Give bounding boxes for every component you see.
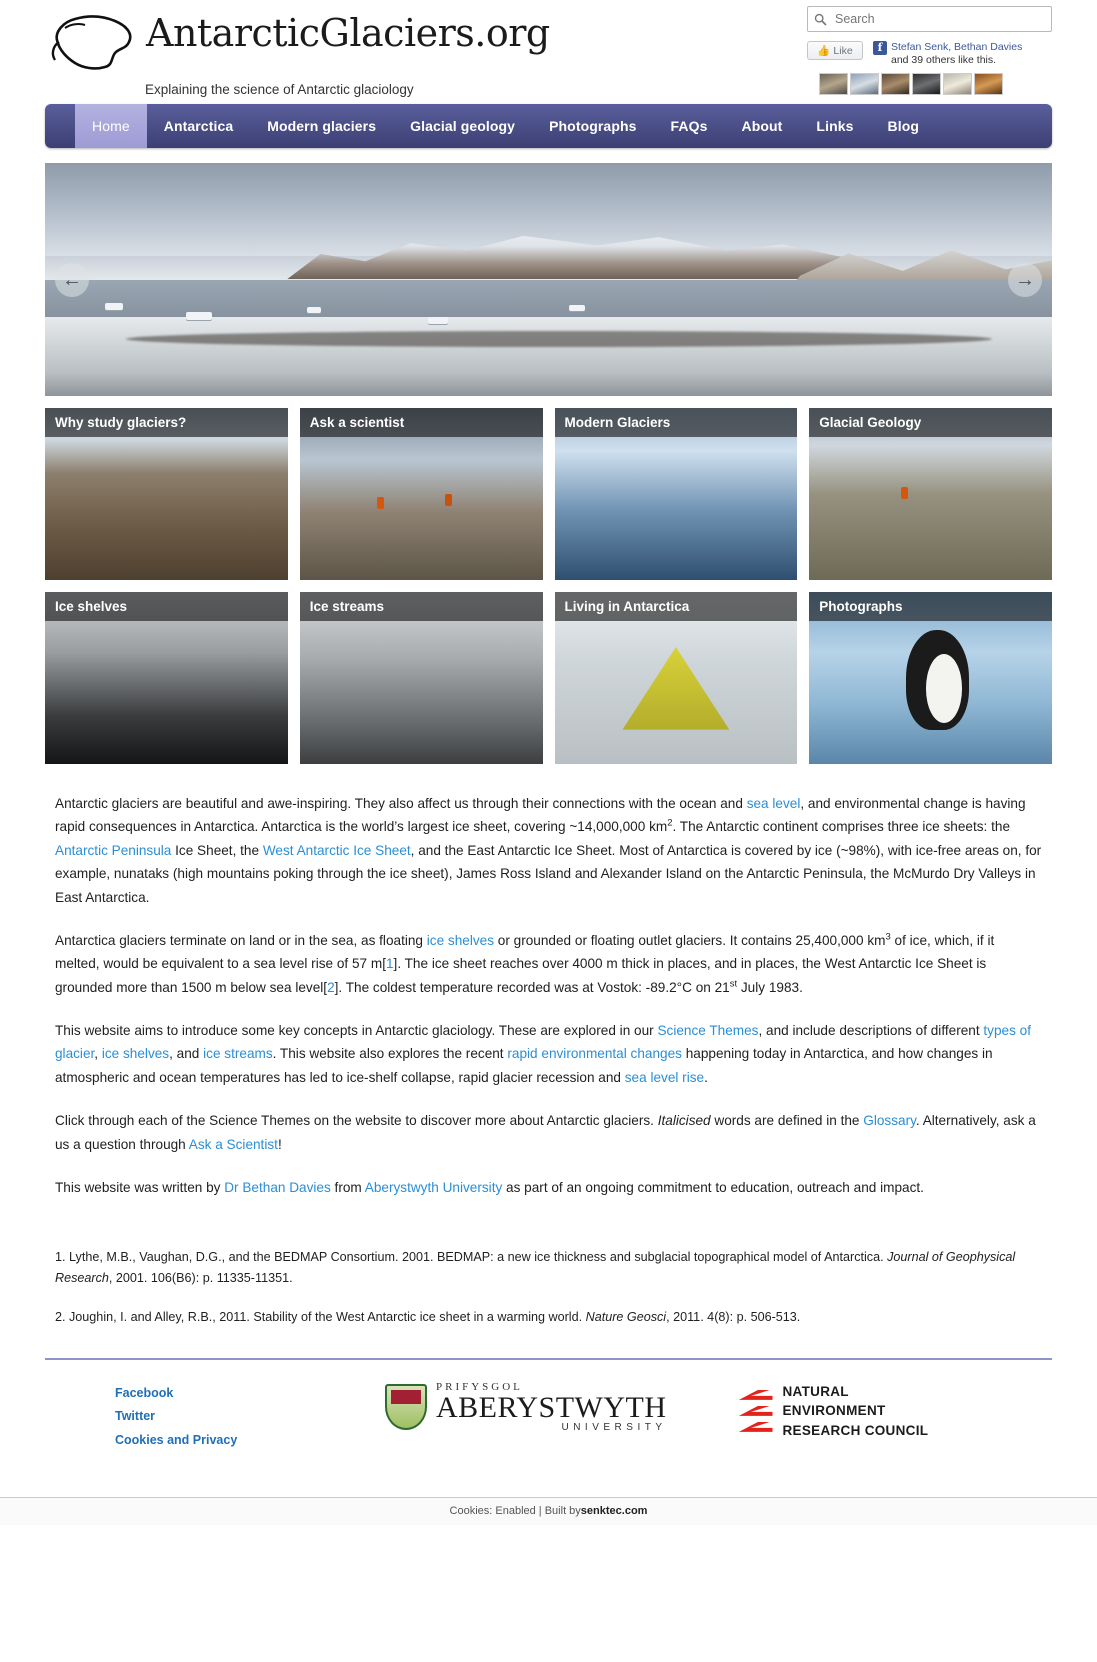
nerc-mark-icon xyxy=(725,1388,773,1434)
tile-caption: Living in Antarctica xyxy=(555,592,798,621)
tile-modern-glaciers[interactable] xyxy=(555,408,798,580)
text: Ice Sheet, the xyxy=(171,842,263,858)
facebook-others-count: and 39 others like this. xyxy=(891,54,997,67)
nav-item-home[interactable]: Home xyxy=(75,104,147,148)
nerc-line-3: RESEARCH COUNCIL xyxy=(782,1422,929,1438)
references-list xyxy=(55,1247,1042,1327)
link-ice-shelves[interactable]: ice shelves xyxy=(426,932,495,948)
facebook-friend-avatars xyxy=(819,73,1052,95)
person-figure-icon xyxy=(445,494,452,506)
link-science-themes[interactable]: Science Themes xyxy=(657,1023,759,1038)
site-header xyxy=(0,0,1097,100)
tile-glacial-geology[interactable] xyxy=(809,408,1052,580)
hero-prev-button[interactable]: ← xyxy=(55,263,89,297)
nav-item-photographs[interactable]: Photographs xyxy=(549,118,637,134)
tent-shape xyxy=(622,647,729,730)
facebook-like-button[interactable] xyxy=(807,41,863,60)
tile-ice-streams[interactable] xyxy=(300,592,543,764)
aber-university-label: UNIVERSITY xyxy=(561,1421,667,1433)
tile-caption: Ask a scientist xyxy=(300,408,543,437)
text: 1. Lythe, M.B., Vaughan, D.G., and the BEDMAP Consortium. 2001. BEDMAP: a new ice thickness and subglacial topographical model of Antarctica. xyxy=(55,1250,888,1265)
text: from xyxy=(330,1179,365,1195)
nav-item-glacial-geology[interactable]: Glacial geology xyxy=(410,118,516,134)
text: . xyxy=(704,1069,708,1085)
link-rapid-environmental-changes[interactable]: rapid environmental changes xyxy=(507,1046,682,1062)
tile-why-study-glaciers[interactable] xyxy=(45,408,288,580)
nav-item-links[interactable]: Links xyxy=(816,118,854,134)
main-navigation xyxy=(45,104,1052,148)
text: . This website also explores the recent xyxy=(272,1046,508,1062)
text: , xyxy=(94,1046,102,1062)
search-input[interactable] xyxy=(833,11,1045,27)
hero-iceberg xyxy=(569,305,585,311)
cookies-status-text: Cookies: Enabled | Built by xyxy=(449,1505,581,1518)
link-ask-a-scientist[interactable]: Ask a Scientist xyxy=(188,1136,278,1152)
facebook-like-widget xyxy=(807,41,1052,67)
facebook-icon: f xyxy=(873,41,887,55)
person-figure-icon xyxy=(901,487,908,499)
tile-ice-shelves[interactable] xyxy=(45,592,288,764)
feature-tiles xyxy=(45,408,1052,764)
bottom-status-bar xyxy=(0,1497,1097,1525)
paragraph-glossary xyxy=(55,1109,1042,1156)
paragraph-author xyxy=(55,1176,1042,1199)
tile-living-in-antarctica[interactable] xyxy=(555,592,798,764)
tile-caption: Ice streams xyxy=(300,592,543,621)
reference-link-1[interactable]: 1 xyxy=(385,956,394,972)
nav-item-about[interactable]: About xyxy=(741,118,783,134)
tile-caption: Glacial Geology xyxy=(809,408,1052,437)
nav-item-modern-glaciers[interactable]: Modern glaciers xyxy=(267,118,377,134)
nerc-line-2: ENVIRONMENT xyxy=(782,1403,886,1419)
text: Antarctica glaciers terminate on land or in the sea, as floating xyxy=(55,932,427,948)
link-sea-level[interactable]: sea level xyxy=(746,796,801,811)
reference-item-2 xyxy=(55,1307,1042,1328)
site-title: AntarcticGlaciers.org xyxy=(146,11,550,55)
text: . The Antarctic continent comprises three ice sheets: the xyxy=(672,819,1011,835)
footer-link-facebook[interactable]: Facebook xyxy=(115,1385,174,1400)
link-glossary[interactable]: Glossary xyxy=(863,1113,916,1129)
hero-iceberg xyxy=(307,307,321,313)
search-icon xyxy=(814,13,827,26)
text: Click through each of the Science Themes on the website to discover more about Antarctic glaciers. xyxy=(55,1113,658,1129)
paragraph-aims xyxy=(55,1019,1042,1089)
tile-caption: Why study glaciers? xyxy=(45,408,288,437)
reference-item-1 xyxy=(55,1247,1042,1289)
link-sea-level-rise[interactable]: sea level rise xyxy=(624,1069,705,1085)
hero-ice-foreground xyxy=(45,317,1052,396)
link-ice-shelves-2[interactable]: ice shelves xyxy=(101,1046,170,1062)
hero-moraine-band xyxy=(126,331,992,347)
site-footer xyxy=(45,1358,1052,1471)
footer-link-twitter[interactable]: Twitter xyxy=(115,1409,156,1424)
link-aberystwyth-university[interactable]: Aberystwyth University xyxy=(364,1179,503,1195)
text: , and environmental change is having rapid consequences in Antarctica. Antarctica is the world’s largest ice sheet, covering ~14,000,000 km xyxy=(55,796,1026,835)
text: , and the East Antarctic Ice Sheet. Most of Antarctica is covered by ice (~98%), with ice-free areas on, for example, nunataks (high mountains poking through the ice sheet), James Ross Island and Alexander Island on the Antarctic Peninsula, the McMurdo Dry Valleys in East Antarctica. xyxy=(55,842,1042,905)
hero-iceberg xyxy=(186,312,212,320)
hero-slider[interactable] xyxy=(45,163,1052,396)
text: , 2001. 106(B6): p. 11335-11351. xyxy=(108,1271,293,1286)
site-tagline: Explaining the science of Antarctic glaciology xyxy=(145,82,414,97)
tile-caption: Photographs xyxy=(809,592,1052,621)
reference-link-2[interactable]: 2 xyxy=(327,979,335,995)
avatar xyxy=(943,73,972,95)
text: words are defined in the xyxy=(710,1113,864,1129)
penguin-belly-shape xyxy=(926,654,962,723)
text: , and xyxy=(169,1046,204,1062)
tile-caption: Modern Glaciers xyxy=(555,408,798,437)
text: This website was written by xyxy=(55,1179,225,1195)
link-antarctic-peninsula[interactable]: Antarctic Peninsula xyxy=(55,842,172,858)
text: ! xyxy=(277,1136,282,1152)
tile-photographs[interactable] xyxy=(809,592,1052,764)
text: This website aims to introduce some key concepts in Antarctic glaciology. These are explored in our xyxy=(55,1023,658,1038)
link-ice-streams[interactable]: ice streams xyxy=(203,1046,273,1062)
text: , 2011. 4(8): p. 506-513. xyxy=(666,1309,801,1324)
footer-links xyxy=(45,1382,345,1453)
aber-name-label: ABERYSTWYTH xyxy=(436,1390,667,1424)
emphasis: Italicised xyxy=(657,1113,711,1129)
person-figure-icon xyxy=(377,497,384,509)
nav-item-antarctica[interactable]: Antarctica xyxy=(163,118,234,134)
nav-item-blog[interactable]: Blog xyxy=(887,118,920,134)
avatar xyxy=(881,73,910,95)
text: of ice, which, if it melted, would be equivalent to a sea level rise of 57 m[ xyxy=(55,932,995,972)
antarctica-map-icon xyxy=(45,12,140,74)
journal-title: Journal of Geophysical Research xyxy=(55,1250,1016,1286)
main-article xyxy=(55,792,1042,1199)
facebook-social-text xyxy=(891,41,1022,67)
hero-iceberg xyxy=(105,303,123,310)
text: Antarctic glaciers are beautiful and awe-inspiring. They also affect us through their connections with the ocean and xyxy=(55,796,747,811)
text: , and include descriptions of different xyxy=(758,1023,984,1038)
hero-iceberg xyxy=(428,317,448,324)
text: ]. The ice sheet reaches over 4000 m thick in places, and in places, the West Antarctic Ice Sheet is grounded more than 1500 m below sea level[ xyxy=(55,956,987,995)
text: or grounded or floating outlet glaciers. It contains 25,400,000 km xyxy=(494,932,886,948)
superscript: st xyxy=(729,978,738,990)
avatar xyxy=(819,73,848,95)
link-bethan-davies[interactable]: Dr Bethan Davies xyxy=(224,1179,331,1195)
link-west-antarctic-ice-sheet[interactable]: West Antarctic Ice Sheet xyxy=(262,842,411,858)
link-types-of-glacier[interactable]: types of glacier xyxy=(55,1023,1032,1062)
avatar xyxy=(912,73,941,95)
superscript: 3 xyxy=(885,931,891,943)
aberystwyth-university-logo[interactable] xyxy=(385,1382,667,1433)
builder-link[interactable]: senktec.com xyxy=(580,1505,648,1518)
avatar xyxy=(850,73,879,95)
hero-next-button[interactable]: → xyxy=(1008,263,1042,297)
text: happening today in Antarctica, and how changes in atmospheric and ocean temperatures has led to ice-shelf collapse, rapid glacier recession and xyxy=(55,1046,993,1085)
facebook-friend-names[interactable]: Stefan Senk, Bethan Davies xyxy=(891,41,1023,53)
paragraph-termination xyxy=(55,929,1042,999)
text: as part of an ongoing commitment to education, outreach and impact. xyxy=(502,1179,924,1195)
avatar xyxy=(974,73,1003,95)
text: . Alternatively, ask a us a question through xyxy=(55,1113,1036,1152)
nerc-logo[interactable] xyxy=(725,1382,929,1441)
nerc-line-1: NATURAL xyxy=(782,1383,849,1399)
footer-link-cookies-and-privacy[interactable]: Cookies and Privacy xyxy=(115,1433,238,1448)
journal-title: Nature Geosci xyxy=(585,1309,667,1324)
text: July 1983. xyxy=(737,979,803,995)
header-utilities xyxy=(807,6,1052,95)
like-label: Like xyxy=(833,44,853,57)
crest-icon xyxy=(385,1384,427,1430)
paragraph-intro xyxy=(55,792,1042,909)
text: ]. The coldest temperature recorded was at Vostok: -89.2°C on 21 xyxy=(334,979,730,995)
tile-ask-a-scientist[interactable] xyxy=(300,408,543,580)
text: 2. Joughin, I. and Alley, R.B., 2011. Stability of the West Antarctic ice sheet in a warming world. xyxy=(55,1309,586,1324)
aber-prifysgol-label: PRIFYSGOL xyxy=(436,1380,523,1393)
tile-caption: Ice shelves xyxy=(45,592,288,621)
thumbs-up-icon: 👍 xyxy=(817,45,831,57)
search-box[interactable] xyxy=(807,6,1052,32)
nav-item-faqs[interactable]: FAQs xyxy=(670,118,708,134)
superscript: 2 xyxy=(667,817,673,829)
